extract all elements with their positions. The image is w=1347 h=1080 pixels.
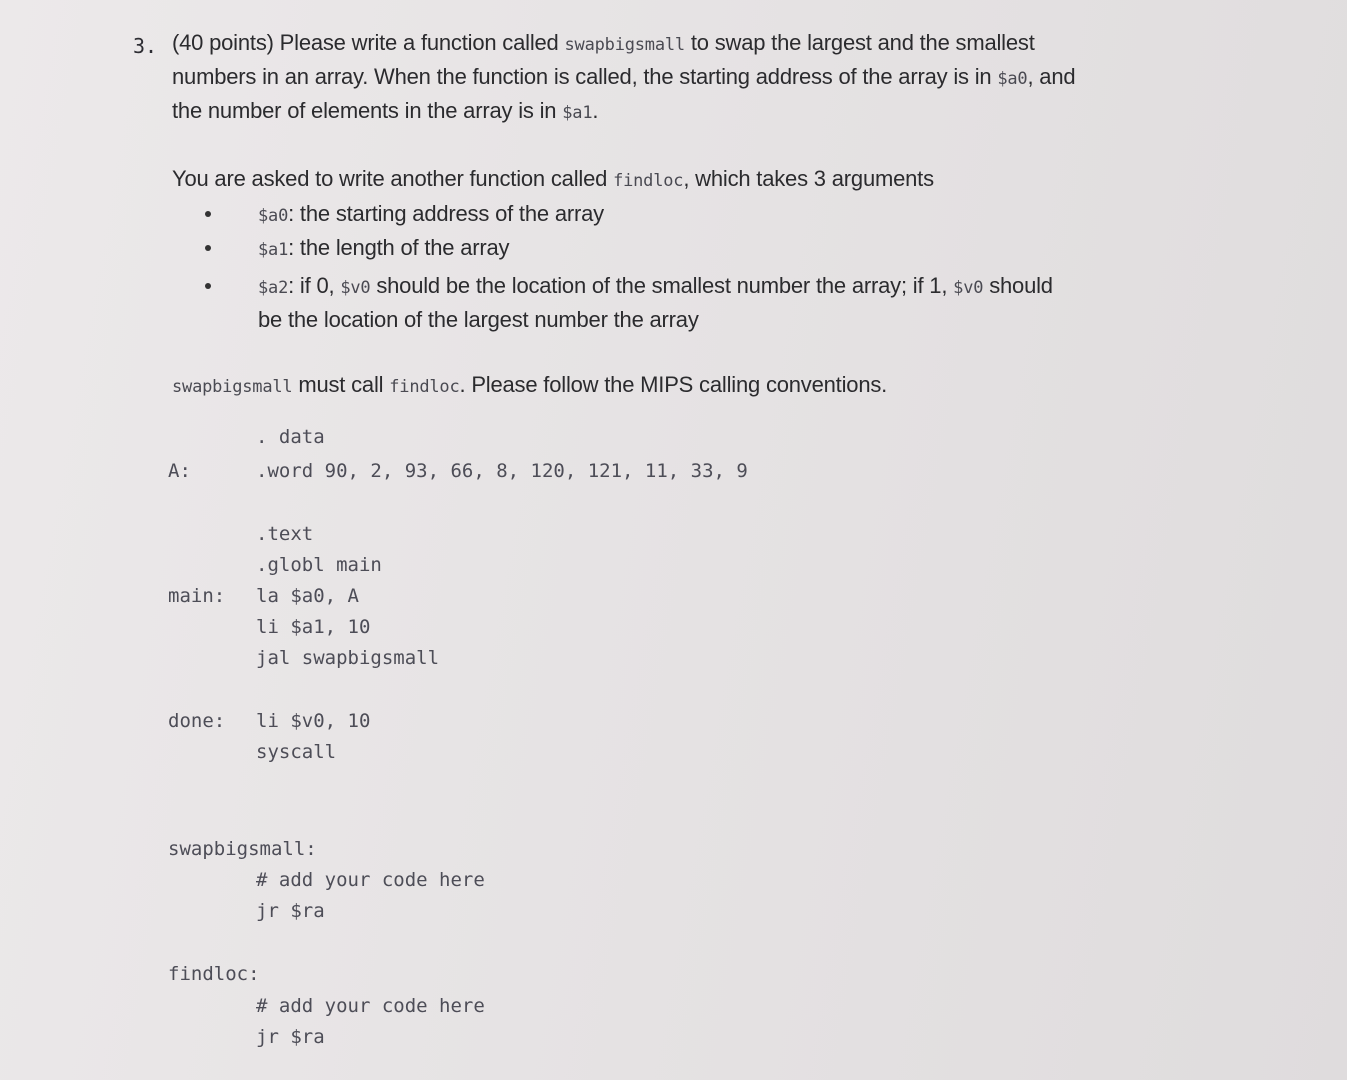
code-line: li $a1, 10 <box>256 616 371 638</box>
code-line: syscall <box>256 741 337 763</box>
bullet-item-a1 <box>258 231 509 267</box>
bullet-dot-icon <box>205 245 211 251</box>
bullet-text: : the length of the array <box>288 235 510 260</box>
code-label-done: done: <box>168 710 226 732</box>
bullet-text: should <box>983 273 1053 298</box>
code-label-a: A: <box>168 460 191 482</box>
paragraph-text: , which takes 3 arguments <box>683 166 934 191</box>
intro-line-1 <box>172 26 1035 62</box>
code-word-line: .word 90, 2, 93, 66, 8, 120, 121, 11, 33, 9 <box>256 460 748 482</box>
inline-code: $a1 <box>562 103 593 123</box>
code-label-swapbigsmall: swapbigsmall: <box>168 838 317 860</box>
inline-code: $v0 <box>340 278 371 298</box>
question-number: 3. <box>133 34 158 58</box>
code-line: jr $ra <box>256 900 325 922</box>
inline-code: swapbigsmall <box>564 35 685 55</box>
intro-text: (40 points) Please write a function called <box>172 30 565 55</box>
bullet-text: should be the location of the smallest number the array; if 1, <box>370 273 954 298</box>
intro-line-2 <box>172 60 1075 96</box>
code-comment: # add your code here <box>256 995 485 1017</box>
bullet-dot-icon <box>205 283 211 289</box>
bullet-item-a2-line2: be the location of the largest number the array <box>258 307 699 332</box>
code-text-directive: .text <box>256 523 314 545</box>
code-line: la $a0, A <box>256 585 359 607</box>
code-line: li $v0, 10 <box>256 710 371 732</box>
inline-code: swapbigsmall <box>172 377 293 397</box>
requirement-text: . Please follow the MIPS calling conventions. <box>459 372 888 397</box>
code-globl-directive: .globl main <box>256 554 382 576</box>
intro-text: to swap the largest and the smallest <box>684 30 1035 55</box>
inline-code: findloc <box>389 377 460 397</box>
intro-text: . <box>592 98 599 123</box>
bullet-text: : if 0, <box>288 273 341 298</box>
intro-text: numbers in an array. When the function is called, the starting address of the array is in <box>172 64 998 89</box>
intro-text: the number of elements in the array is in <box>172 98 563 123</box>
inline-code: $a0 <box>997 69 1028 89</box>
intro-text: , and <box>1027 64 1076 89</box>
paragraph-text: You are asked to write another function called <box>172 166 614 191</box>
inline-code: $a0 <box>258 206 289 226</box>
code-label-findloc: findloc: <box>168 963 260 985</box>
bullet-item-a2 <box>258 269 1053 305</box>
code-label-main: main: <box>168 585 226 607</box>
bullet-dot-icon <box>205 211 211 217</box>
inline-code: findloc <box>613 171 684 191</box>
inline-code: $a2 <box>258 278 289 298</box>
code-comment: # add your code here <box>256 869 485 891</box>
code-line: jal swapbigsmall <box>256 647 440 669</box>
inline-code: $v0 <box>953 278 984 298</box>
second-paragraph <box>172 162 934 198</box>
bullet-item-a0 <box>258 197 604 233</box>
bullet-text: : the starting address of the array <box>288 201 604 226</box>
requirement-line <box>172 368 887 404</box>
intro-line-3 <box>172 94 598 130</box>
inline-code: $a1 <box>258 240 289 260</box>
requirement-text: must call <box>292 372 390 397</box>
code-line: jr $ra <box>256 1026 325 1048</box>
code-data-directive: . data <box>256 426 325 448</box>
